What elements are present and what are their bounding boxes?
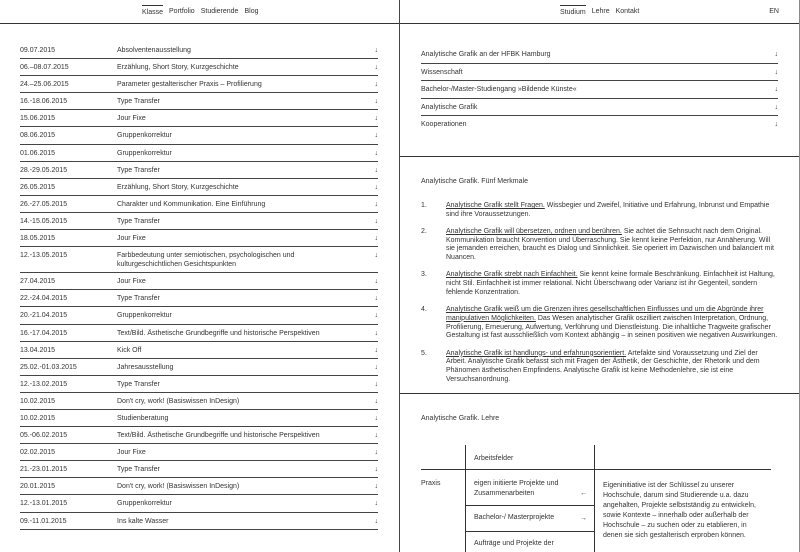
event-date: 26.05.2015 (20, 183, 56, 191)
item-text (446, 228, 778, 263)
arrow-down-icon[interactable]: ↓ (374, 166, 378, 174)
field-link[interactable]: eigen initiierte Projekte und Zusammenarbeiten (474, 480, 559, 497)
event-title: Jahresausstellung (117, 363, 174, 371)
arrow-down-icon[interactable]: ↓ (374, 235, 378, 243)
event-title: Gruppenkorrektur (117, 500, 172, 508)
left-header (0, 0, 399, 24)
arrow-down-icon[interactable]: ↓ (374, 312, 378, 320)
event-title: Type Transfer (117, 295, 160, 303)
event-title: Charakter und Kommunikation. Eine Einführung (117, 200, 266, 208)
event-row[interactable] (20, 127, 378, 144)
arrow-down-icon[interactable]: ↓ (374, 414, 378, 422)
main-nav (142, 5, 258, 16)
event-date: 12.-13.02.2015 (20, 380, 68, 388)
accordion-item[interactable] (421, 64, 778, 82)
item-text (446, 350, 778, 385)
event-title: Kick Off (117, 346, 142, 354)
arrow-down-icon[interactable]: ↓ (774, 51, 778, 58)
nav-item-blog[interactable]: Blog (244, 8, 259, 15)
event-date: 09.07.2015 (20, 47, 56, 54)
event-date: 21.-23.01.2015 (20, 466, 68, 474)
arrow-down-icon[interactable]: ↓ (374, 346, 378, 354)
language-switch[interactable]: EN (769, 8, 779, 15)
arrow-down-icon[interactable]: ↓ (374, 449, 378, 457)
event-date: 22.-24.04.2015 (20, 295, 68, 303)
event-row[interactable] (20, 145, 378, 162)
merkmale-section (400, 156, 799, 186)
nav-item-portfolio[interactable]: Portfolio (169, 8, 195, 15)
accordion-item[interactable] (421, 46, 778, 64)
item-body: Sie achtet die Sehnsucht nach dem Original. Kommunikation braucht Konvention und Überraschung. Sie kennt keine Perfektion, nur Annäherung. Will sie jemanden erreichen, braucht es Dialog und Sinnlichkeit. Sie operiert im Dazwischen und balanciert mit Nuancen. (446, 228, 775, 262)
arrow-down-icon[interactable]: ↓ (374, 47, 378, 54)
item-number: 1. (421, 202, 427, 209)
arrow-down-icon[interactable]: ↓ (374, 500, 378, 508)
event-date: 18.05.2015 (20, 235, 56, 243)
event-title: Absolventenausstellung (117, 47, 191, 54)
nav-item-klasse[interactable]: Klasse (142, 5, 163, 16)
nav-item-lehre[interactable]: Lehre (591, 8, 610, 15)
arrow-down-icon[interactable]: ↓ (374, 98, 378, 106)
event-row[interactable] (20, 179, 378, 196)
event-date: 05.-06.02.2015 (20, 432, 68, 440)
item-number: 2. (421, 228, 427, 235)
arrow-down-icon[interactable]: ↓ (374, 149, 378, 157)
item-body: Sie kennt keine formale Beschränkung. Einfachheit ist Haltung, nicht Stil. Einfachheit ist immer relational. Nicht Überschwang oder Varianz ist ihr Gegenteil, sondern fehlende Konzentration. (446, 271, 775, 296)
event-title: Jour Fixe (117, 115, 146, 123)
section-title: Analytische Grafik. Fünf Merkmale (421, 178, 528, 185)
accordion-label: Wissenschaft (421, 68, 463, 76)
event-row[interactable] (20, 230, 378, 247)
event-title: Jour Fixe (117, 235, 146, 243)
event-row[interactable] (20, 513, 378, 530)
field-link[interactable]: Bachelor-/ Masterprojekte (474, 514, 555, 521)
event-row[interactable] (20, 495, 378, 512)
nav-item-studierende[interactable]: Studierende (200, 8, 239, 15)
event-row[interactable] (20, 359, 378, 376)
event-date: 15.06.2015 (20, 115, 56, 123)
item-lead: Analytische Grafik stellt Fragen. (446, 202, 545, 209)
event-title: Text/Bild. Ästhetische Grundbegriffe und historische Perspektiven (117, 432, 320, 440)
event-date: 25.02.-01.03.2015 (20, 363, 77, 371)
event-date: 10.02.2015 (20, 397, 56, 405)
arrow-down-icon[interactable]: ↓ (774, 68, 778, 76)
item-lead: Analytische Grafik strebt nach Einfachheit. (446, 271, 578, 279)
event-row[interactable] (20, 410, 378, 427)
event-row[interactable] (20, 162, 378, 179)
arrow-down-icon[interactable]: ↓ (374, 380, 378, 388)
event-row[interactable] (20, 290, 378, 307)
event-date: 16.-18.06.2015 (20, 98, 68, 106)
event-title: Jour Fixe (117, 278, 146, 286)
event-row[interactable] (20, 59, 378, 76)
arrow-down-icon[interactable]: ↓ (374, 278, 378, 286)
event-date: 12.-13.05.2015 (20, 252, 68, 260)
event-title: Ins kalte Wasser (117, 517, 169, 525)
event-title: Jour Fixe (117, 449, 146, 457)
event-row[interactable] (20, 273, 378, 290)
description: Eigeninitiative ist der Schlüssel zu unserer Hochschule, darum sind Studierende u.a. dazu angehalten, Projekte selbstständig zu entwickeln, sowie Kontexte – innerhalb oder außerhalb der Hochschule – zu suchen oder zu etablieren, in denen sie sich gestalterisch erproben können. (603, 482, 756, 539)
event-date: 01.06.2015 (20, 149, 56, 157)
event-title: Type Transfer (117, 380, 160, 388)
arrow-down-icon[interactable]: ↓ (774, 86, 778, 93)
study-accordion (421, 46, 778, 133)
arrow-down-icon[interactable]: ↓ (374, 432, 378, 440)
arrow-down-icon[interactable]: ↓ (774, 103, 778, 111)
merkmal-item (421, 271, 778, 297)
right-panel (400, 0, 800, 552)
section-title: Analytische Grafik. Lehre (421, 415, 500, 422)
event-row[interactable] (20, 461, 378, 478)
arrow-down-icon[interactable]: ↓ (374, 200, 378, 208)
arrow-down-icon[interactable]: ↓ (374, 252, 378, 260)
event-title: Gruppenkorrektur (117, 132, 172, 140)
event-date: 16.-17.04.2015 (20, 329, 68, 337)
event-title: Don't cry, work! (Basiswissen InDesign) (117, 483, 240, 491)
event-row[interactable] (20, 42, 378, 59)
event-date: 27.04.2015 (20, 278, 56, 286)
merkmal-item (421, 306, 778, 341)
event-row[interactable] (20, 393, 378, 410)
item-lead: Analytische Grafik weiß um die Grenzen ihres gesellschaftlichen Einflusses und um die Abgründe ihrer manipulativen Möglichkeiten. (446, 306, 764, 322)
merkmal-item (421, 228, 778, 263)
event-row[interactable] (20, 342, 378, 359)
arrow-down-icon[interactable]: ↓ (374, 115, 378, 123)
event-date: 06.–08.07.2015 (20, 64, 69, 72)
event-title: Erzählung, Short Story, Kurzgeschichte (117, 64, 239, 72)
lehre-section (400, 393, 799, 552)
arrow-down-icon[interactable]: ↓ (374, 397, 378, 405)
event-row[interactable] (20, 444, 378, 461)
merkmal-item (421, 350, 778, 385)
arrow-right-icon[interactable]: → (580, 515, 587, 522)
event-row[interactable] (20, 247, 378, 273)
event-date: 28.-29.05.2015 (20, 166, 68, 174)
event-title: Type Transfer (117, 98, 160, 106)
event-row[interactable] (20, 376, 378, 393)
event-title: Gruppenkorrektur (117, 312, 172, 320)
event-title: Erzählung, Short Story, Kurzgeschichte (117, 183, 239, 191)
event-date: 12.-13.01.2015 (20, 500, 68, 508)
arrow-down-icon[interactable]: ↓ (374, 517, 378, 525)
arrow-down-icon[interactable]: ↓ (374, 295, 378, 303)
event-date: 20.-21.04.2015 (20, 312, 68, 320)
event-date: 09.-11.01.2015 (20, 517, 67, 525)
event-title: Type Transfer (117, 466, 160, 474)
item-body: Das Wesen analytischer Grafik oszilliert zwischen Interpretation, Ordnung, Profilierung, Erneuerung, Aufwertung, Verführung und Dienstleistung. Die inhaltliche Tragweite grafischer Gestaltung ist fast ausschließlich vom Kontext abhängig – in seinen positiven wie negativen Auswirkungen. (446, 314, 778, 340)
arrow-left-icon[interactable]: ← (580, 490, 587, 497)
event-date: 13.04.2015 (20, 346, 56, 354)
arrow-down-icon[interactable]: ↓ (774, 121, 778, 128)
arrow-down-icon[interactable]: ↓ (374, 466, 378, 474)
event-title: Type Transfer (117, 217, 160, 225)
accordion-item[interactable] (421, 116, 778, 133)
event-row[interactable] (20, 76, 378, 93)
merkmal-item (421, 202, 778, 219)
merkmale-list (421, 202, 778, 393)
event-date: 14.-15.05.2015 (20, 217, 68, 225)
event-row[interactable] (20, 213, 378, 230)
event-row[interactable] (20, 110, 378, 127)
nav-item-studium[interactable]: Studium (560, 5, 586, 16)
event-row[interactable] (20, 478, 378, 495)
right-header (400, 0, 799, 24)
event-title: Text/Bild. Ästhetische Grundbegriffe und historische Perspektiven (117, 329, 320, 337)
arrow-down-icon[interactable]: ↓ (374, 483, 378, 491)
event-row[interactable] (20, 325, 378, 342)
arrow-down-icon[interactable]: ↓ (374, 329, 378, 337)
arrow-down-icon[interactable]: ↓ (374, 81, 378, 89)
item-number: 5. (421, 349, 427, 357)
event-title: Type Transfer (117, 166, 160, 174)
item-lead: Analytische Grafik ist handlungs- und erfahrungsorientiert. (446, 349, 627, 357)
item-number: 4. (421, 306, 427, 314)
arrow-down-icon[interactable]: ↓ (374, 183, 378, 191)
accordion-label: Bachelor-/Master-Studiengang »Bildende Künste« (421, 86, 577, 93)
event-title: Farbbedeutung unter semiotischen, psychologischen und kulturgeschichtlichen Gesichtspunkten (117, 252, 295, 269)
item-body: Wissbegier und Zweifel, Initiative und Erfahrung, Inbrunst und Empathie sind ihre Voraussetzungen. (446, 202, 770, 218)
nav-item-kontakt[interactable]: Kontakt (615, 8, 640, 15)
event-title: Parameter gestalterischer Praxis – Profilierung (117, 81, 262, 89)
event-title: Studienberatung (117, 414, 169, 422)
study-nav (560, 5, 639, 16)
field-link[interactable]: Aufträge und Projekte der (474, 540, 554, 547)
event-row[interactable] (20, 307, 378, 324)
events-list (20, 42, 378, 530)
event-date: 20.01.2015 (20, 483, 56, 491)
event-row[interactable] (20, 196, 378, 213)
table-header: Arbeitsfelder (474, 455, 514, 462)
event-title: Gruppenkorrektur (117, 149, 172, 157)
event-date: 10.02.2015 (20, 414, 56, 422)
accordion-label: Kooperationen (421, 121, 467, 128)
event-date: 08.06.2015 (20, 132, 56, 140)
event-date: 24.–25.06.2015 (20, 81, 69, 89)
arrow-down-icon[interactable]: ↓ (374, 363, 378, 371)
accordion-label: Analytische Grafik an der HFBK Hamburg (421, 51, 551, 58)
arrow-down-icon[interactable]: ↓ (374, 217, 378, 225)
arrow-down-icon[interactable]: ↓ (374, 132, 378, 140)
item-text (446, 271, 778, 297)
arrow-down-icon[interactable]: ↓ (374, 64, 378, 72)
item-lead: Analytische Grafik will übersetzen, ordnen und berühren. (446, 228, 622, 235)
event-date: 02.02.2015 (20, 449, 56, 457)
event-date: 26.-27.05.2015 (20, 200, 68, 208)
event-row[interactable] (20, 93, 378, 110)
item-number: 3. (421, 271, 427, 279)
row-label: Praxis (421, 480, 441, 487)
accordion-label: Analytische Grafik (421, 103, 478, 111)
accordion-item[interactable] (421, 99, 778, 117)
accordion-item[interactable] (421, 81, 778, 99)
lehre-table (400, 394, 800, 552)
event-row[interactable] (20, 427, 378, 444)
item-text (446, 306, 778, 341)
event-title: Don't cry, work! (Basiswissen InDesign) (117, 397, 240, 405)
item-text (446, 202, 778, 219)
item-body: Artefakte sind Voraussetzung und Ziel der Arbeit. Analytische Grafik befasst sich mit Fragen der Ästhetik, der Geschichte, der Rhetorik und dem Phänomen ästhetischen Empfindens. Analytische Grafik ist keine Methodenlehre, sie ist eine Versuchsanordnung. (446, 349, 760, 383)
